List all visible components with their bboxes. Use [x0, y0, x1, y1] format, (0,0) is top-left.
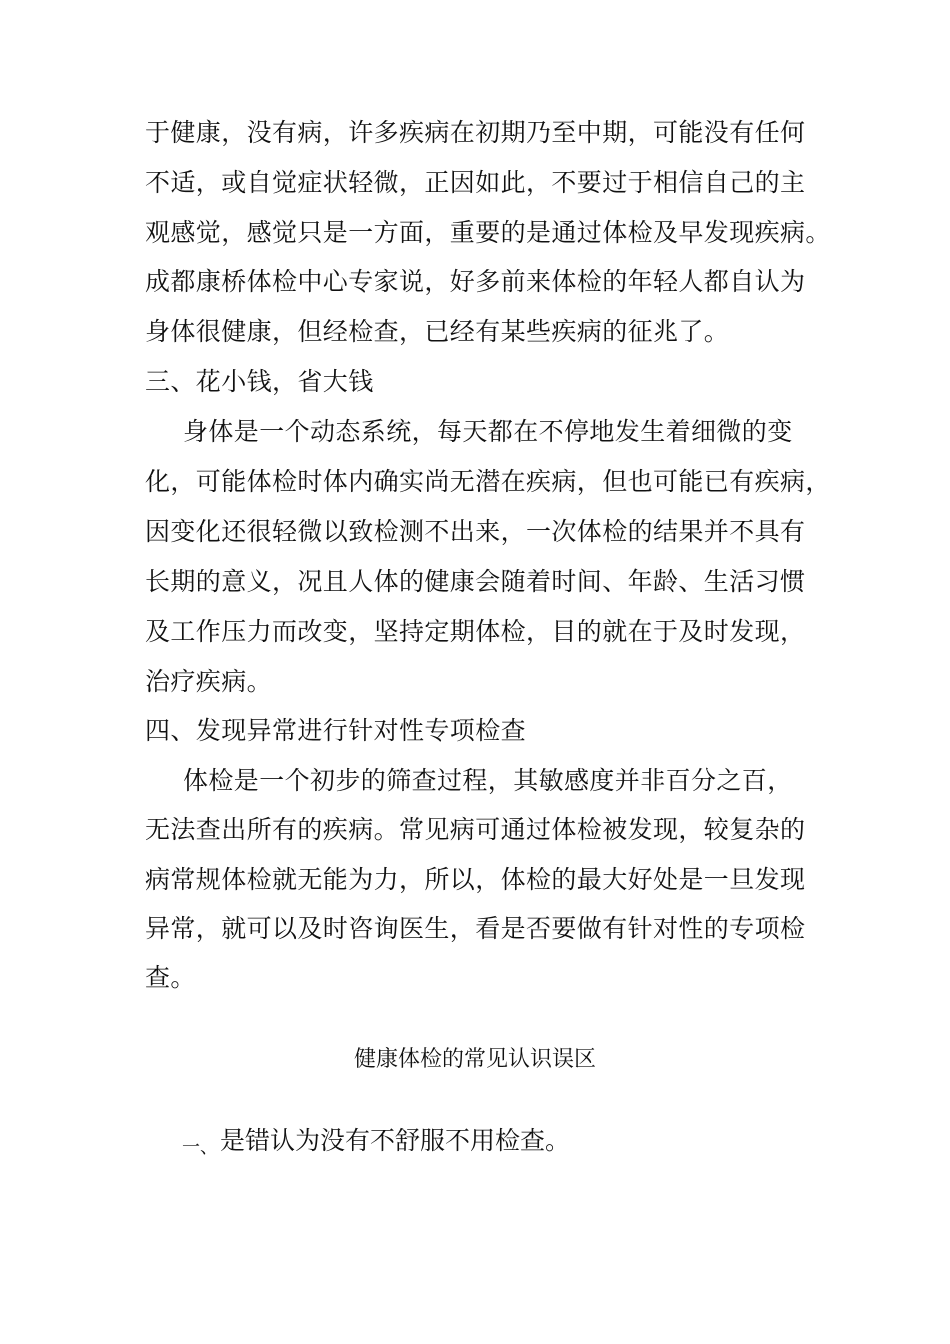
paragraph-line: 身体很健康，但经检查，已经有某些疾病的征兆了。	[145, 317, 730, 346]
paragraph-line: 因变化还很轻微以致检测不出来，一次体检的结果并不具有	[145, 517, 806, 546]
paragraph-line: 病常规体检就无能为力，所以，体检的最大好处是一旦发现	[145, 865, 806, 894]
paragraph-line: 成都康桥体检中心专家说，好多前来体检的年轻人都自认为	[145, 267, 806, 296]
misconception-item-1	[182, 1126, 570, 1163]
misconception-text: 是错认为没有不舒服不用检查。	[220, 1126, 571, 1155]
paragraph-line: 体检是一个初步的筛查过程，其敏感度并非百分之百，	[183, 766, 793, 795]
paragraph-line: 长期的意义，况且人体的健康会随着时间、年龄、生活习惯	[145, 567, 806, 596]
paragraph-line: 查。	[145, 963, 196, 992]
paragraph-line: 无法查出所有的疾病。常见病可通过体检被发现，较复杂的	[145, 815, 806, 844]
section-heading-3: 三、花小钱，省大钱	[145, 367, 374, 396]
section-heading-4: 四、发现异常进行针对性专项检查	[145, 716, 527, 745]
list-marker: 一、	[182, 1137, 218, 1158]
paragraph-line: 观感觉，感觉只是一方面，重要的是通过体检及早发现疾病。	[145, 218, 831, 247]
paragraph-line: 化，可能体检时体内确实尚无潜在疾病，但也可能已有疾病，	[145, 467, 831, 496]
paragraph-line: 身体是一个动态系统，每天都在不停地发生着细微的变	[183, 417, 793, 446]
section-title: 健康体检的常见认识误区	[353, 1047, 596, 1072]
paragraph-line: 于健康，没有病，许多疾病在初期乃至中期，可能没有任何	[145, 118, 806, 147]
paragraph-line: 治疗疾病。	[145, 667, 273, 696]
paragraph-line: 不适，或自觉症状轻微，正因如此，不要过于相信自己的主	[145, 168, 806, 197]
paragraph-line: 及工作压力而改变，坚持定期体检，目的就在于及时发现，	[145, 617, 806, 646]
paragraph-line: 异常，就可以及时咨询医生，看是否要做有针对性的专项检	[145, 914, 806, 943]
